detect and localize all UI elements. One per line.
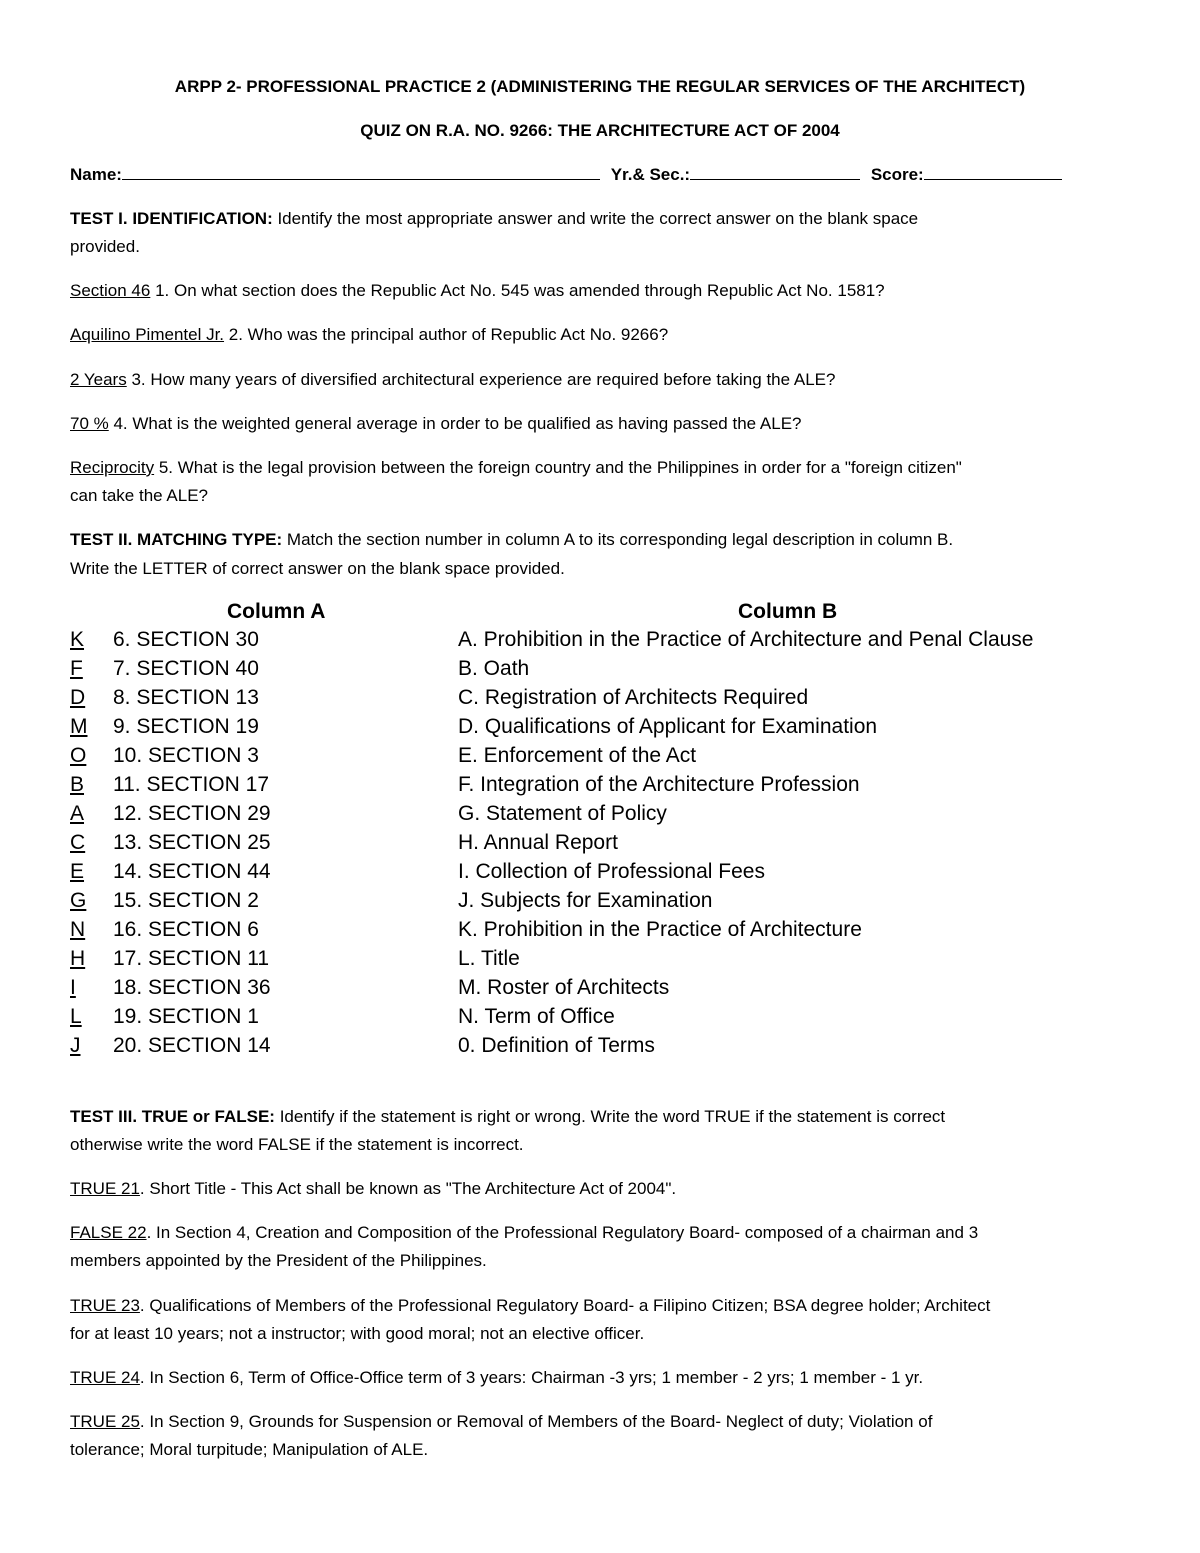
matching-description: B. Oath [458, 657, 530, 680]
matching-section: 12. SECTION 29 [113, 802, 271, 825]
test1-item-2 [70, 324, 668, 346]
matching-row [70, 859, 1130, 888]
test3-item-text: . In Section 9, Grounds for Suspension or Removal of Members of the Board- Neglect of duty; Violation of [139, 1412, 933, 1431]
matching-answer: M [70, 715, 88, 738]
test3-item-text: . Short Title - This Act shall be known as "The Architecture Act of 2004". [139, 1179, 677, 1198]
test1-instruction-text: Identify the most appropriate answer and write the correct answer on the blank space [272, 209, 919, 228]
name-blank[interactable] [122, 163, 600, 180]
test2-heading: TEST II. MATCHING TYPE: [70, 530, 283, 549]
matching-answer: E [70, 860, 85, 883]
matching-row [70, 627, 1130, 656]
matching-section: 20. SECTION 14 [113, 1034, 271, 1057]
matching-row [70, 946, 1130, 975]
matching-description: I. Collection of Professional Fees [458, 860, 765, 883]
matching-answer: O [70, 744, 87, 767]
test2-instruction-text: Match the section number in column A to its corresponding legal description in column B. [282, 530, 954, 549]
matching-description: 0. Definition of Terms [458, 1034, 655, 1057]
test3-item-23 [70, 1295, 990, 1317]
test3-item-answer: TRUE 21 [70, 1179, 140, 1198]
matching-answer: A [70, 802, 85, 825]
matching-row [70, 656, 1130, 685]
matching-description: G. Statement of Policy [458, 802, 667, 825]
test1-item-question: 1. On what section does the Republic Act No. 545 was amended through Republic Act No. 1581? [150, 281, 885, 300]
matching-answer: N [70, 918, 86, 941]
yr-sec-blank[interactable] [690, 163, 860, 180]
matching-section: 17. SECTION 11 [113, 947, 270, 970]
matching-description: F. Integration of the Architecture Profession [458, 773, 860, 796]
yr-sec-label: Yr.& Sec.: [610, 165, 691, 184]
matching-description: M. Roster of Architects [458, 976, 670, 999]
test1-item-question: 3. How many years of diversified architectural experience are required before taking the ALE? [126, 370, 836, 389]
test3-item-answer: TRUE 25 [70, 1412, 140, 1431]
matching-section: 15. SECTION 2 [113, 889, 259, 912]
test2-instruction-line2: Write the LETTER of correct answer on the blank space provided. [70, 559, 565, 578]
matching-section: 14. SECTION 44 [113, 860, 271, 883]
test3-heading: TEST III. TRUE or FALSE: [70, 1107, 275, 1126]
matching-row [70, 830, 1130, 859]
test2-instruction-line1 [70, 529, 953, 551]
test3-item-text: . Qualifications of Members of the Professional Regulatory Board- a Filipino Citizen; BSA degree holder; Architect [139, 1296, 991, 1315]
matching-answer: C [70, 831, 86, 854]
matching-description: A. Prohibition in the Practice of Architecture and Penal Clause [458, 628, 1034, 651]
matching-row [70, 772, 1130, 801]
matching-answer: J [70, 1034, 81, 1057]
test1-item-answer: 2 Years [70, 370, 127, 389]
matching-row [70, 975, 1130, 1004]
matching-answer: B [70, 773, 85, 796]
test1-item-3 [70, 369, 835, 391]
matching-answer: L [70, 1005, 82, 1028]
test1-item-5 [70, 457, 962, 479]
matching-row [70, 888, 1130, 917]
test1-item-1 [70, 280, 885, 302]
column-b-header: Column B [738, 600, 838, 623]
matching-row [70, 743, 1130, 772]
matching-section: 10. SECTION 3 [113, 744, 259, 767]
matching-row [70, 685, 1130, 714]
matching-answer: D [70, 686, 86, 709]
matching-answer: H [70, 947, 86, 970]
test3-item-22-continued: members appointed by the President of the Philippines. [70, 1251, 487, 1270]
matching-section: 7. SECTION 40 [113, 657, 259, 680]
matching-answer: I [70, 976, 76, 999]
test3-item-answer: TRUE 24 [70, 1368, 140, 1387]
test3-item-answer: TRUE 23 [70, 1296, 140, 1315]
test1-item-answer: Aquilino Pimentel Jr. [70, 325, 225, 344]
matching-row [70, 1033, 1130, 1062]
matching-row [70, 714, 1130, 743]
matching-description: D. Qualifications of Applicant for Examination [458, 715, 878, 738]
test3-instruction-line2: otherwise write the word FALSE if the statement is incorrect. [70, 1135, 524, 1154]
matching-section: 18. SECTION 36 [113, 976, 271, 999]
test3-item-25-continued: tolerance; Moral turpitude; Manipulation of ALE. [70, 1440, 429, 1459]
test3-item-24 [70, 1367, 923, 1389]
student-info-line [70, 163, 1062, 186]
matching-section: 11. SECTION 17 [113, 773, 270, 796]
column-a-header: Column A [227, 600, 326, 623]
matching-description: L. Title [458, 947, 520, 970]
test1-heading: TEST I. IDENTIFICATION: [70, 209, 273, 228]
matching-section: 19. SECTION 1 [113, 1005, 259, 1028]
score-label: Score: [870, 165, 924, 184]
matching-section: 9. SECTION 19 [113, 715, 259, 738]
test3-instruction-line1 [70, 1106, 945, 1128]
test3-item-23-continued: for at least 10 years; not a instructor; with good moral; not an elective officer. [70, 1324, 645, 1343]
test3-item-22 [70, 1222, 978, 1244]
test1-item-answer: Section 46 [70, 281, 151, 300]
score-blank[interactable] [924, 163, 1062, 180]
matching-row [70, 917, 1130, 946]
test3-item-25 [70, 1411, 932, 1433]
matching-section: 8. SECTION 13 [113, 686, 259, 709]
matching-answer: F [70, 657, 83, 680]
test1-item-4 [70, 413, 801, 435]
test1-instruction-line2: provided. [70, 237, 140, 256]
matching-answer: K [70, 628, 85, 651]
test1-item-5-continued: can take the ALE? [70, 486, 208, 505]
matching-section: 13. SECTION 25 [113, 831, 271, 854]
name-label: Name: [70, 165, 122, 184]
test3-item-21 [70, 1178, 676, 1200]
test1-item-answer: 70 % [70, 414, 109, 433]
matching-description: E. Enforcement of the Act [458, 744, 697, 767]
test1-item-question: 5. What is the legal provision between the foreign country and the Philippines in order for a "foreign citizen" [154, 458, 962, 477]
matching-description: N. Term of Office [458, 1005, 615, 1028]
test1-item-question: 2. Who was the principal author of Republic Act No. 9266? [224, 325, 669, 344]
test1-item-question: 4. What is the weighted general average in order to be qualified as having passed the ALE? [108, 414, 802, 433]
matching-answer: G [70, 889, 87, 912]
document-title: ARPP 2- PROFESSIONAL PRACTICE 2 (ADMINISTERING THE REGULAR SERVICES OF THE ARCHITECT) [174, 77, 1026, 96]
matching-row [70, 1004, 1130, 1033]
test1-item-answer: Reciprocity [70, 458, 155, 477]
test1-instruction-line1 [70, 208, 918, 230]
matching-description: K. Prohibition in the Practice of Architecture [458, 918, 862, 941]
matching-description: J. Subjects for Examination [458, 889, 713, 912]
matching-section: 6. SECTION 30 [113, 628, 259, 651]
document-subtitle: QUIZ ON R.A. NO. 9266: THE ARCHITECTURE ACT OF 2004 [360, 121, 840, 140]
matching-description: H. Annual Report [458, 831, 618, 854]
matching-row [70, 801, 1130, 830]
test3-item-text: . In Section 4, Creation and Composition of the Professional Regulatory Board- composed of a chairman and 3 [146, 1223, 979, 1242]
test3-instruction-text: Identify if the statement is right or wrong. Write the word TRUE if the statement is correct [274, 1107, 946, 1126]
test3-item-answer: FALSE 22 [70, 1223, 147, 1242]
test3-item-text: . In Section 6, Term of Office-Office term of 3 years: Chairman -3 yrs; 1 member - 2 yrs; 1 member - 1 yr. [139, 1368, 924, 1387]
matching-section: 16. SECTION 6 [113, 918, 259, 941]
matching-description: C. Registration of Architects Required [458, 686, 809, 709]
